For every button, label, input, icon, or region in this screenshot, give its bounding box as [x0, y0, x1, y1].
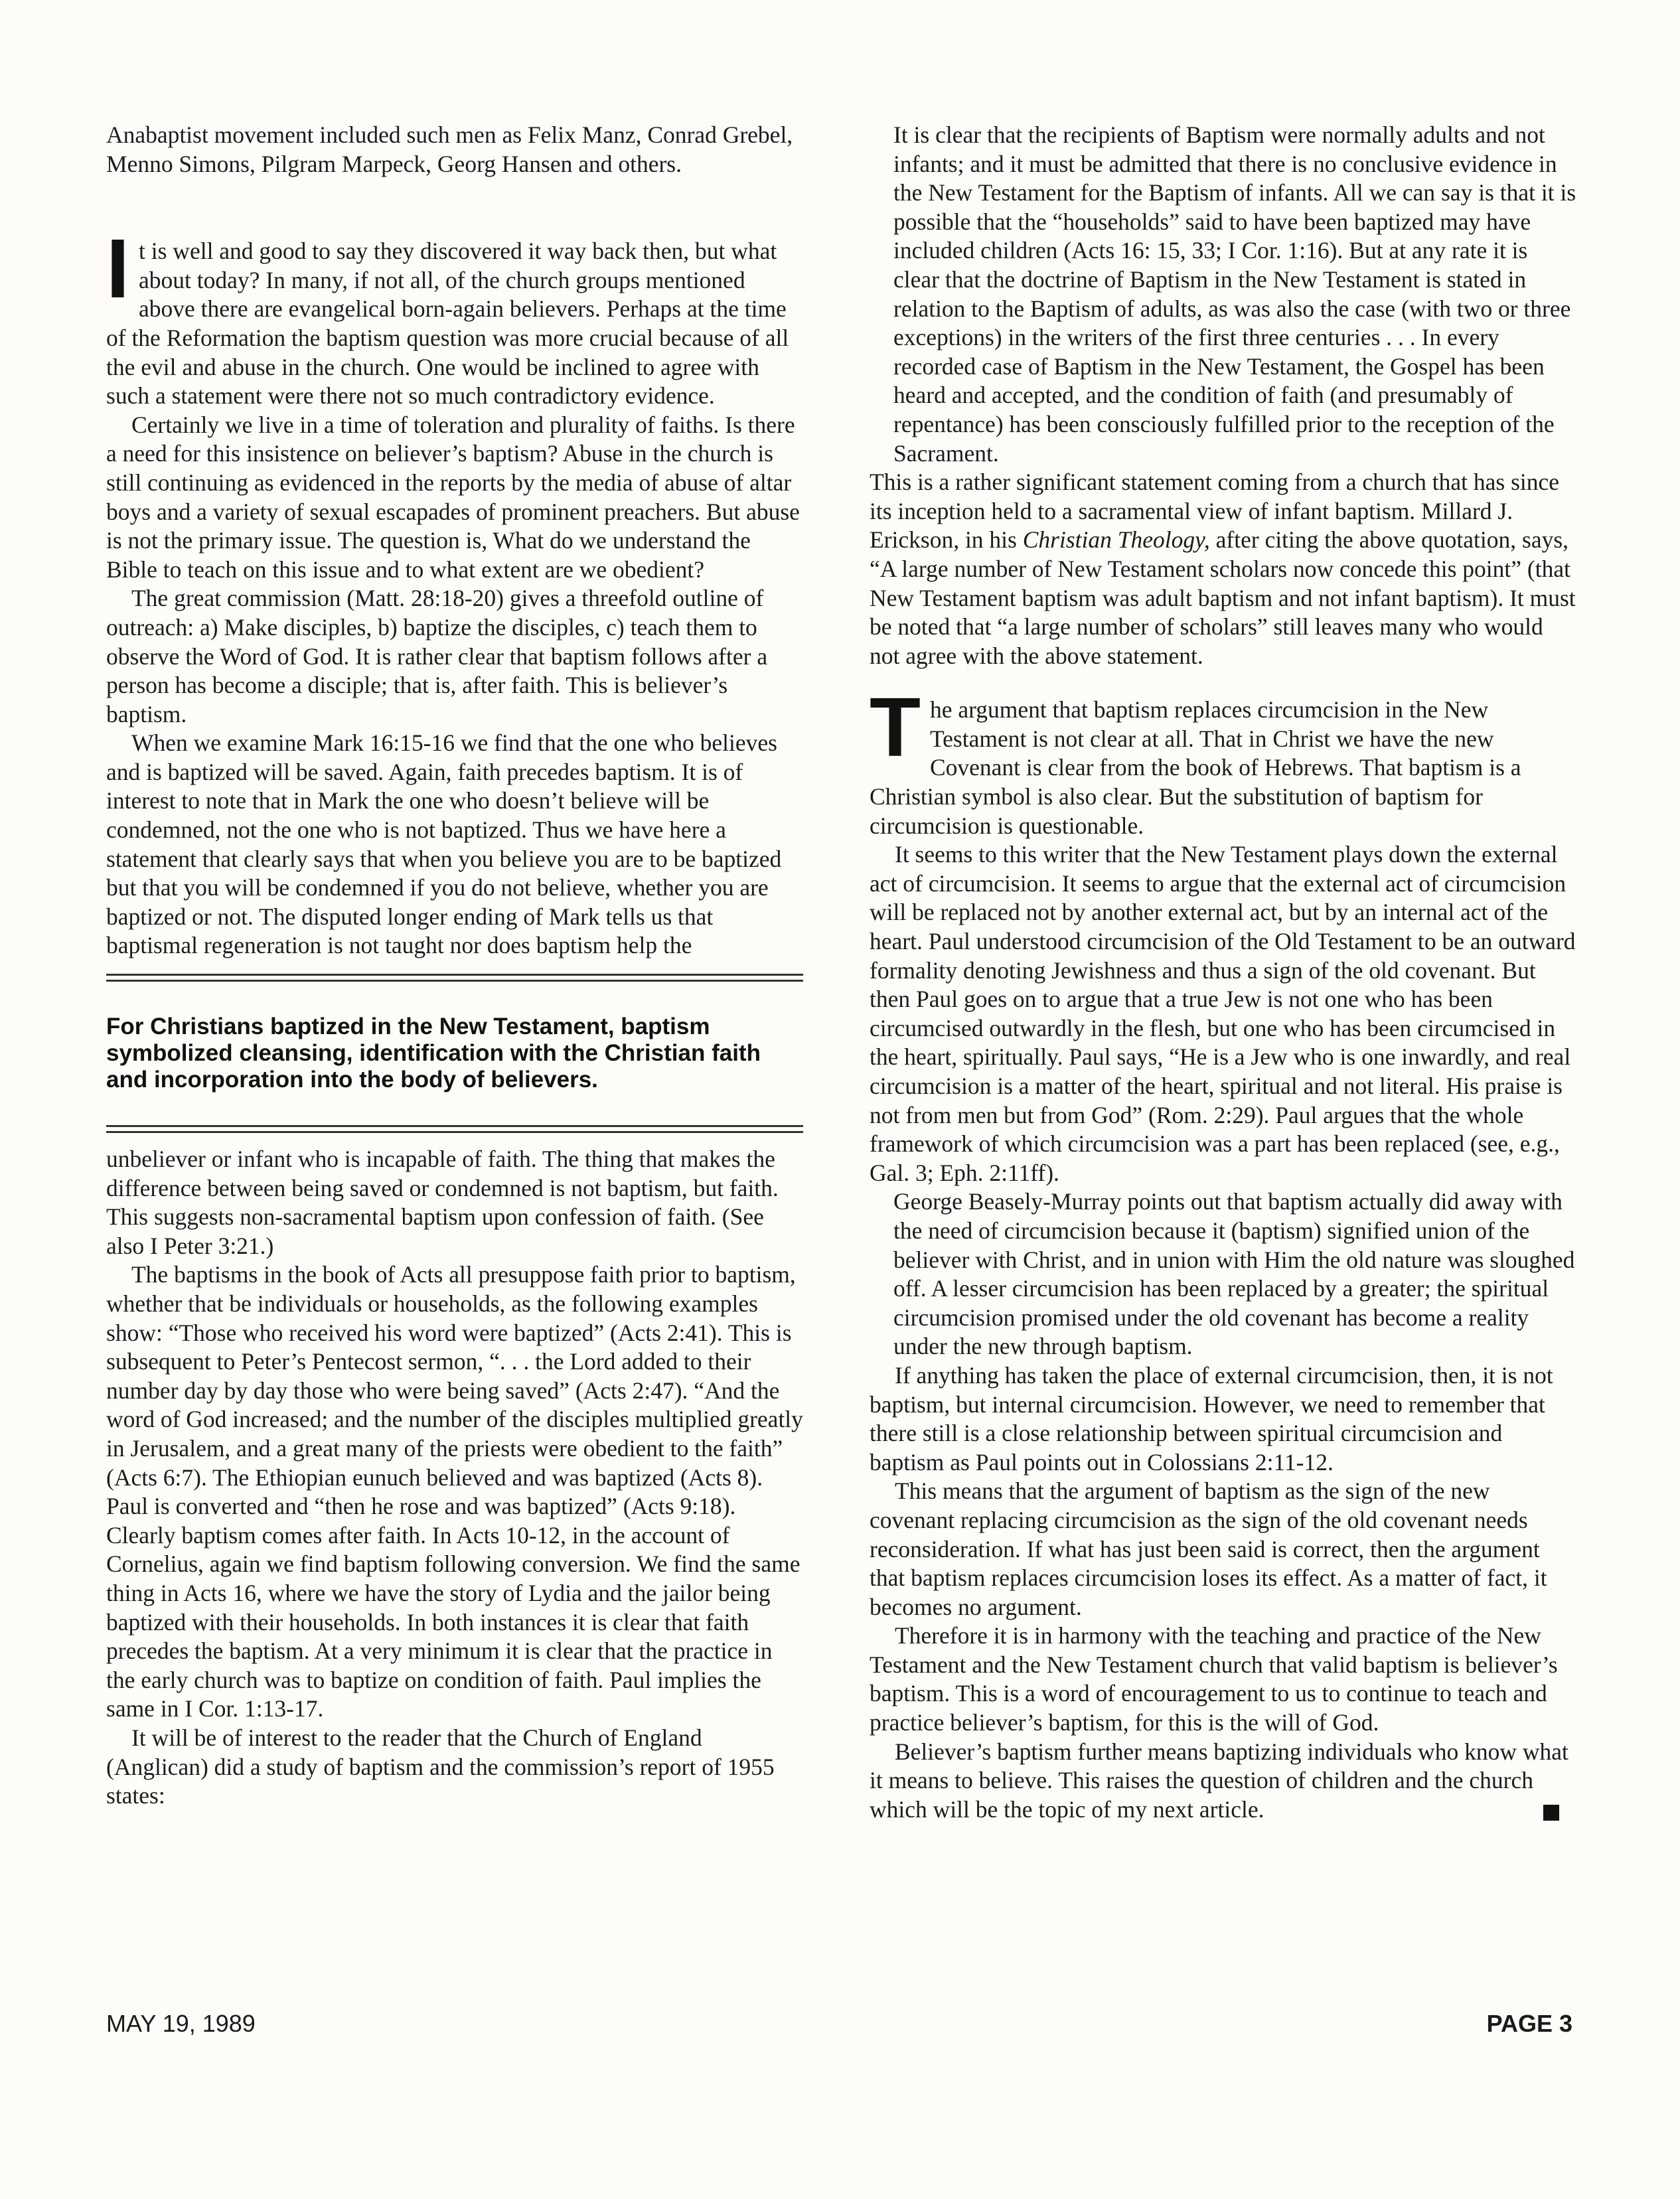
paragraph-unbeliever: unbeliever or infant who is incapable of faith. The thing that makes the difference between being saved or condemned is not baptism, but faith. This suggests non-sacramental baptism upon confession of faith. (See also I Peter 3:21.) — [106, 1146, 779, 1259]
left-column — [106, 121, 803, 1811]
drop-cap: I — [106, 222, 130, 316]
paragraph-text: t is well and good to say they discovered it way back then, but what about today? In many, if not all, of the church groups mentioned above there are evangelical born-again believers. Perhaps at the time of the Reformation the baptism question was more crucial because of all the evil and abuse in the church. One would be inclined to agree with such a statement were there not so much contradictory evidence. — [106, 238, 789, 410]
paragraph-church-of-england: It will be of interest to the reader that the Church of England (Anglican) did a study of baptism and the commission’s report of 1955 states: — [106, 1724, 775, 1809]
paragraph-text: he argument that baptism replaces circumcision in the New Testament is not clear at all. That in Christ we have the new Covenant is clear from the book of Hebrews. That baptism is a Christian symbol is also clear. But the substitution of baptism for circumcision is questionable. — [870, 696, 1521, 839]
right-column — [870, 121, 1576, 1824]
paragraph-reconsideration: This means that the argument of baptism as the sign of the new covenant replacing circumcision as the sign of the old covenant needs reconsideration. If what has just been said is correct, then the argument that baptism replaces circumcision loses its effect. As a matter of fact, it becomes no argument. — [870, 1478, 1547, 1620]
paragraph-significant-statement — [870, 468, 1576, 670]
footer-date: MAY 19, 1989 — [106, 2010, 256, 2037]
paragraph-acts: The baptisms in the book of Acts all presuppose faith prior to baptism, whether that be individuals or households, as the following examples show: “Those who received his word were baptized” (Acts 2:41). This is subsequent to Peter’s Pentecost sermon, “. . . the Lord added to their number day by day those who were being saved” (Acts 2:47). “And the word of God increased; and the number of the disciples multiplied greatly in Jerusalem, and a great many of the priests were obedient to the faith” (Acts 6:7). The Ethiopian eunuch believed and was baptized (Acts 8). Paul is converted and “then he rose and was baptized” (Acts 9:18). Clearly baptism comes after faith. In Acts 10-12, in the account of Cornelius, again we find baptism following conversion. We find the same thing in Acts 16, where we have the story of Lydia and the jailor being baptized with their households. In both instances it is clear that faith precedes the baptism. At a very minimum it is clear that the practice in the early church was to baptize on condition of faith. Paul implies the same in I Cor. 1:13-17. — [106, 1261, 803, 1722]
paragraph-toleration: Certainly we live in a time of toleration and plurality of faiths. Is there a need for this insistence on believer’s baptism? Abuse in the church is still continuing as evidenced in the reports by the media of abuse of altar boys and a variety of sexual escapades of prominent preachers. But abuse is not the primary issue. The question is, What do we understand the Bible to teach on this issue and to what extent are we obedient? — [106, 411, 800, 583]
paragraph-dropcap-i — [106, 222, 803, 411]
paragraph-circumcision: It seems to this writer that the New Testament plays down the external act of circumcision. It seems to argue that the external act of circumcision will be replaced not by another external act, but by an internal act of the heart. Paul understood circumcision of the Old Testament to be an outward formality denoting Jewishness and thus a sign of the old covenant. But then Paul goes on to argue that a true Jew is not one who has been circumcised outwardly in the flesh, but one who has been circumcised in the heart, spiritually. Paul says, “He is a Jew who is one inwardly, and real circumcision is a matter of the heart, spiritual and not literal. His praise is not from men but from God” (Rom. 2:29). Paul argues that the whole framework of which circumcision was a part has been replaced (see, e.g., Gal. 3; Eph. 2:11ff). — [870, 841, 1576, 1186]
paragraph-intro: Anabaptist movement included such men as Felix Manz, Conrad Grebel, Menno Simons, Pilgram Marpeck, Georg Hansen and others. — [106, 121, 793, 177]
paragraph-harmony: Therefore it is in harmony with the teaching and practice of the New Testament and the New Testament church that valid baptism is believer’s baptism. This is a word of encouragement to us to continue to teach and practice believer’s baptism, for this is the will of God. — [870, 1622, 1558, 1736]
end-mark-icon — [1543, 1805, 1559, 1821]
pull-quote: For Christians baptized in the New Testament, baptism symbolized cleansing, identification with the Christian faith and incorporation into the body of believers. — [106, 1014, 761, 1093]
text-span: This is a rather significant statement coming from a church that has since its inception held to a sacramental view of infant baptism. Millard J. Erickson, in his — [870, 469, 1560, 554]
paragraph-dropcap-t — [870, 680, 1576, 840]
footer-page-number: PAGE 3 — [1486, 2010, 1572, 2037]
paragraph-conclusion — [870, 1738, 1576, 1825]
paragraph-internal-circumcision: If anything has taken the place of external circumcision, then, it is not baptism, but internal circumcision. However, we need to remember that there still is a close relationship between spiritual circumcision and baptism as Paul points out in Colossians 2:11-12. — [870, 1361, 1553, 1476]
drop-cap: T — [870, 680, 921, 775]
paragraph-great-commission: The great commission (Matt. 28:18-20) gives a threefold outline of outreach: a) Make disciples, b) baptize the disciples, c) teach them to observe the Word of God. It is rather clear that baptism follows after a person has become a disciple; that is, after faith. This is believer’s baptism. — [106, 585, 768, 727]
block-quote-beasley-murray: George Beasely-Murray points out that baptism actually did away with the need of circumcision because it (baptism) signified union of the believer with Christ, and in union with Him the old nature was sloughed off. A lesser circumcision has been replaced by a greater; the spiritual circumcision promised under the old covenant has become a reality under the new through baptism. — [893, 1188, 1575, 1360]
text-span: after citing the above quotation, says, “A large number of New Testament scholars now concede this point” (that New Testament baptism was adult baptism and not infant baptism). It must be noted that “a large number of scholars” still leaves many who would not agree with the above statement. — [870, 526, 1576, 669]
pull-quote-rule-top — [106, 974, 803, 982]
book-title: Christian Theology, — [1022, 526, 1210, 554]
paragraph-text: Believer’s baptism further means baptizing individuals who know what it means to believe. This raises the question of children and the church which will be the topic of my next article. — [870, 1738, 1568, 1823]
paragraph-mark: When we examine Mark 16:15-16 we find that the one who believes and is baptized will be saved. Again, faith precedes baptism. It is of interest to note that in Mark the one who doesn’t believe will be condemned, not the one who is not baptized. Thus we have here a statement that clearly says that when you believe you are to be baptized but that you will be condemned if you do not believe, whether you are baptized or not. The disputed longer ending of Mark tells us that baptismal regeneration is not taught nor does baptism help the — [106, 729, 782, 959]
block-quote-anglican: It is clear that the recipients of Baptism were normally adults and not infants; and it must be admitted that there is no conclusive evidence in the New Testament for the Baptism of infants. All we can say is that it is possible that the “households” said to have been baptized may have included children (Acts 16: 15, 33; I Cor. 1:16). But at any rate it is clear that the doctrine of Baptism in the New Testament is stated in relation to the Baptism of adults, as was also the case (with two or three exceptions) in the writers of the first three centuries . . . In every recorded case of Baptism in the New Testament, the Gospel has been heard and accepted, and the condition of faith (and presumably of repentance) has been consciously fulfilled prior to the reception of the Sacrament. — [893, 121, 1576, 467]
pull-quote-box — [106, 974, 803, 1133]
pull-quote-rule-bottom — [106, 1125, 803, 1133]
